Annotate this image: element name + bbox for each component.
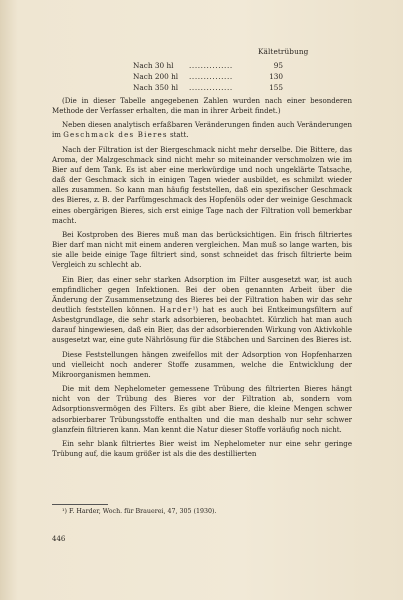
table-row: [133, 82, 283, 93]
paragraph-text: statt.: [167, 130, 189, 140]
table-row: [133, 71, 283, 82]
table-row-leader: ...............: [189, 72, 233, 81]
paragraph-after-filtration: Nach der Filtration ist der Biergeschmack nicht mehr derselbe. Die Bittere, das Aroma, der Malzgeschmack sind nicht mehr so miteinander verschmolzen wie im Bier auf dem Tank. Es ist aber eine merkwürdige und noch ungeklärte Tatsache, daß der Geschmack sich in einigen Tagen wieder ausbildet, es schmilzt wieder alles zusammen. So kann man häufig feststellen, daß ein spezifischer Geschmack des Bieres, z. B. der Parfümgeschmack des Hopfenöls oder der weinige Geschmack eines obergärigen Bieres, sich erst einige Tage nach der Filtration voll bemerkbar macht.: [52, 144, 352, 225]
page-number: 446: [52, 535, 66, 543]
table-row: [133, 60, 283, 71]
paragraph-text: Neben diesen analytisch erfaßbaren Veränderungen finden auch Veränderungen im: [52, 120, 352, 140]
paragraph-table-note: (Die in dieser Tabelle angegebenen Zahlen wurden nach einer besonderen Methode der Verfasser erhalten, die man in ihrer Arbeit findet.): [52, 96, 352, 116]
table-row-leader: ...............: [189, 83, 233, 92]
paragraph-nephelometer: Die mit dem Nephelometer gemessene Trübung des filtrierten Bieres hängt nicht von der Trübung des Bieres vor der Filtration ab, sondern vom Adsorptionsvermögen des Filters. Es gibt aber Biere, die kleine Mengen schwer adsorbierbarer Trübungsstoffe enthalten und die man deshalb nur sehr schwer glanzfein filtrieren kann. Man kennt die Natur dieser Stoffe vorläufig noch nicht.: [52, 384, 352, 434]
footnote-reference: ¹): [192, 304, 199, 314]
paragraph-taste-changes: [52, 120, 352, 140]
paragraph-text: Ein Bier, das einer sehr starken Adsorption im Filter ausgesetzt war, ist auch empfindlicher gegen Infektionen. Bei der oben genannten Arbeit über die Änderung der Zusammensetzung des Bieres bei der Filtration haben wir das sehr deutlich feststellen können.: [52, 274, 352, 314]
table-row-label: Nach 200 hl: [133, 72, 179, 81]
table-row-value: 155: [269, 83, 283, 92]
paragraph-tasting: Bei Kostproben des Bieres muß man das berücksichtigen. Ein frisch filtriertes Bier darf man nicht mit einem anderen vergleichen. Man muß so lange warten, bis sie alle beide einige Tage filtriert sind, sonst schneidet das frisch filtrierte beim Vergleich zu schlecht ab.: [52, 229, 352, 270]
footnote: ¹) F. Harder, Woch. für Brauerei, 47, 305 (1930).: [62, 508, 217, 515]
paragraph-adsorption: [52, 275, 352, 346]
table-row-leader: ...............: [189, 61, 233, 70]
body-text: [52, 96, 352, 463]
table-row-label: Nach 350 hl: [133, 83, 179, 92]
footnote-divider: [52, 504, 108, 505]
table-row-label: Nach 30 hl: [133, 61, 174, 70]
paragraph-text: hat es auch bei Entkeimungsfiltern auf Asbestgrundlage, die sehr stark adsorbieren, beobachtet. Kürzlich hat man auch darauf hingewiesen, daß ein Bier, das der adsorbierenden Wirkung von Aktivkohle ausgesetzt war, eine gute Nährlösung für die Stäbchen und Sarcinen des Bieres ist.: [52, 304, 352, 345]
table-row-value: 130: [269, 72, 283, 81]
table-row-value: 95: [273, 61, 283, 70]
emphasized-term: Geschmack des Bieres: [63, 130, 168, 140]
table-column-header: Kältetrübung: [258, 47, 309, 56]
paragraph-findings: Diese Feststellungen hängen zweifellos mit der Adsorption von Hopfenharzen und vielleicht noch anderer Stoffe zusammen, welche die Entwicklung der Mikroorganismen hemmen.: [52, 349, 352, 379]
paragraph-clear-beer: Ein sehr blank filtriertes Bier weist im Nephelometer nur eine sehr geringe Trübung auf, die kaum größer ist als die des destillierten: [52, 438, 352, 458]
author-name: Harder: [159, 304, 193, 314]
